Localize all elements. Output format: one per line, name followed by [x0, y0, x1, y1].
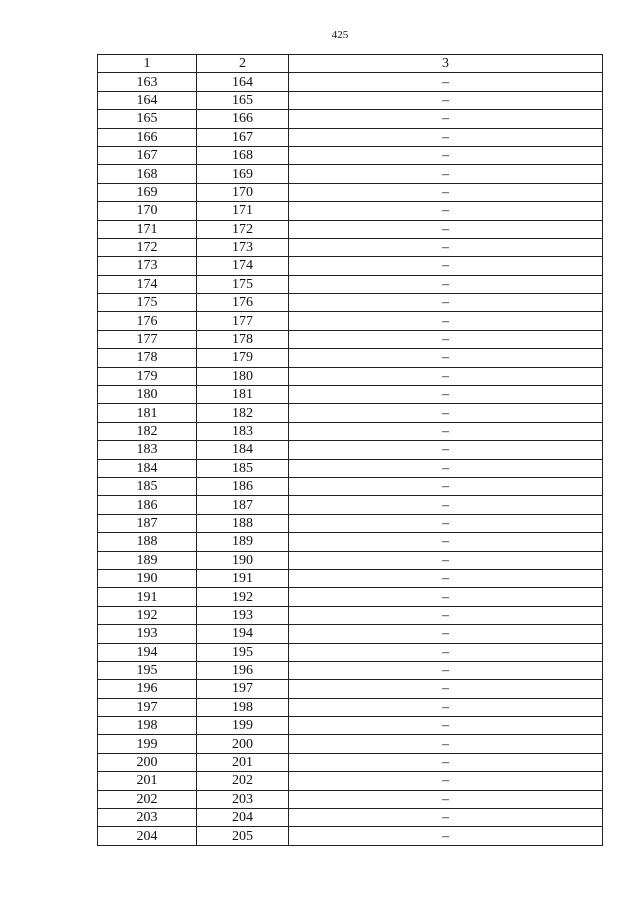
table-row: [98, 330, 603, 348]
table-cell-col-1: 174: [98, 275, 197, 293]
table-cell-col-2: 167: [197, 128, 289, 146]
table-cell-col-3: –: [289, 386, 603, 404]
table-cell-col-2: 189: [197, 533, 289, 551]
column-header-3: 3: [289, 55, 603, 73]
table-row: [98, 349, 603, 367]
table-cell-col-1: 190: [98, 569, 197, 587]
table-cell-col-2: 187: [197, 496, 289, 514]
table-cell-col-2: 171: [197, 202, 289, 220]
table-cell-col-1: 204: [98, 827, 197, 845]
table-row: [98, 238, 603, 256]
table-cell-col-2: 204: [197, 809, 289, 827]
table-cell-col-3: –: [289, 183, 603, 201]
table-row: [98, 220, 603, 238]
table-row: [98, 680, 603, 698]
table-cell-col-2: 192: [197, 588, 289, 606]
table-cell-col-1: 186: [98, 496, 197, 514]
table-cell-col-1: 163: [98, 73, 197, 91]
table-cell-col-1: 175: [98, 294, 197, 312]
table-row: [98, 533, 603, 551]
table-cell-col-1: 194: [98, 643, 197, 661]
table-cell-col-3: –: [289, 625, 603, 643]
table-cell-col-2: 185: [197, 459, 289, 477]
table-cell-col-2: 193: [197, 606, 289, 624]
table-row: [98, 698, 603, 716]
table-cell-col-2: 181: [197, 386, 289, 404]
table-row: [98, 827, 603, 845]
table-cell-col-3: –: [289, 717, 603, 735]
table-cell-col-2: 176: [197, 294, 289, 312]
column-header-2: 2: [197, 55, 289, 73]
table-cell-col-3: –: [289, 330, 603, 348]
table-cell-col-1: 179: [98, 367, 197, 385]
table-cell-col-1: 171: [98, 220, 197, 238]
table-row: [98, 459, 603, 477]
table-row: [98, 73, 603, 91]
table-cell-col-2: 188: [197, 514, 289, 532]
table-cell-col-1: 173: [98, 257, 197, 275]
table-cell-col-2: 170: [197, 183, 289, 201]
table-cell-col-1: 169: [98, 183, 197, 201]
table-cell-col-3: –: [289, 165, 603, 183]
table-row: [98, 588, 603, 606]
table-row: [98, 514, 603, 532]
table-cell-col-2: 201: [197, 753, 289, 771]
table-row: [98, 569, 603, 587]
table-cell-col-3: –: [289, 202, 603, 220]
table-cell-col-2: 200: [197, 735, 289, 753]
table-row: [98, 717, 603, 735]
table-cell-col-3: –: [289, 551, 603, 569]
table-cell-col-3: –: [289, 514, 603, 532]
table-cell-col-3: –: [289, 73, 603, 91]
table-cell-col-3: –: [289, 294, 603, 312]
table-row: [98, 735, 603, 753]
table-cell-col-1: 170: [98, 202, 197, 220]
table-row: [98, 809, 603, 827]
table-cell-col-2: 184: [197, 441, 289, 459]
table-row: [98, 386, 603, 404]
table-cell-col-3: –: [289, 220, 603, 238]
table-cell-col-3: –: [289, 459, 603, 477]
table-cell-col-2: 202: [197, 772, 289, 790]
column-header-1: 1: [98, 55, 197, 73]
table-cell-col-2: 197: [197, 680, 289, 698]
table-cell-col-1: 200: [98, 753, 197, 771]
table-row: [98, 477, 603, 495]
table-cell-col-1: 176: [98, 312, 197, 330]
table-cell-col-2: 166: [197, 110, 289, 128]
table-cell-col-2: 183: [197, 422, 289, 440]
table-cell-col-3: –: [289, 367, 603, 385]
table-cell-col-3: –: [289, 275, 603, 293]
table-cell-col-2: 205: [197, 827, 289, 845]
table-row: [98, 110, 603, 128]
table-cell-col-2: 173: [197, 238, 289, 256]
table-cell-col-1: 191: [98, 588, 197, 606]
page-number: 425: [331, 29, 349, 41]
table-cell-col-2: 174: [197, 257, 289, 275]
table-cell-col-3: –: [289, 441, 603, 459]
table-cell-col-1: 196: [98, 680, 197, 698]
table-cell-col-3: –: [289, 257, 603, 275]
table-cell-col-1: 184: [98, 459, 197, 477]
table-cell-col-1: 178: [98, 349, 197, 367]
table-row: [98, 294, 603, 312]
table-row: [98, 422, 603, 440]
table-cell-col-2: 195: [197, 643, 289, 661]
table-cell-col-2: 180: [197, 367, 289, 385]
table-cell-col-2: 177: [197, 312, 289, 330]
table-cell-col-1: 201: [98, 772, 197, 790]
table-cell-col-3: –: [289, 680, 603, 698]
table-header-row: [98, 55, 603, 73]
table-body: [98, 73, 603, 845]
table-cell-col-3: –: [289, 827, 603, 845]
table-row: [98, 257, 603, 275]
table-cell-col-3: –: [289, 533, 603, 551]
table-cell-col-2: 198: [197, 698, 289, 716]
table-cell-col-3: –: [289, 772, 603, 790]
table-cell-col-2: 165: [197, 91, 289, 109]
table-cell-col-1: 168: [98, 165, 197, 183]
table-row: [98, 404, 603, 422]
table-cell-col-3: –: [289, 735, 603, 753]
table-cell-col-2: 172: [197, 220, 289, 238]
table-cell-col-1: 193: [98, 625, 197, 643]
table-row: [98, 312, 603, 330]
table-cell-col-3: –: [289, 569, 603, 587]
table-cell-col-3: –: [289, 790, 603, 808]
table-cell-col-3: –: [289, 404, 603, 422]
table-cell-col-1: 188: [98, 533, 197, 551]
table-cell-col-1: 197: [98, 698, 197, 716]
table-cell-col-2: 179: [197, 349, 289, 367]
table-row: [98, 367, 603, 385]
table-cell-col-2: 164: [197, 73, 289, 91]
table-row: [98, 91, 603, 109]
table-cell-col-3: –: [289, 809, 603, 827]
table-cell-col-1: 182: [98, 422, 197, 440]
table-row: [98, 275, 603, 293]
table-row: [98, 643, 603, 661]
table-cell-col-3: –: [289, 698, 603, 716]
table-cell-col-3: –: [289, 422, 603, 440]
table-cell-col-3: –: [289, 312, 603, 330]
table-row: [98, 661, 603, 679]
table-cell-col-1: 189: [98, 551, 197, 569]
table-row: [98, 165, 603, 183]
table-row: [98, 772, 603, 790]
table-cell-col-3: –: [289, 588, 603, 606]
table-cell-col-3: –: [289, 110, 603, 128]
table-row: [98, 146, 603, 164]
table-cell-col-1: 164: [98, 91, 197, 109]
table-cell-col-2: 175: [197, 275, 289, 293]
table-row: [98, 128, 603, 146]
table-cell-col-2: 169: [197, 165, 289, 183]
table-cell-col-1: 198: [98, 717, 197, 735]
table-cell-col-2: 199: [197, 717, 289, 735]
table-cell-col-3: –: [289, 643, 603, 661]
table-cell-col-2: 178: [197, 330, 289, 348]
table-cell-col-2: 203: [197, 790, 289, 808]
table-cell-col-1: 187: [98, 514, 197, 532]
table-cell-col-1: 185: [98, 477, 197, 495]
table-cell-col-3: –: [289, 146, 603, 164]
table-cell-col-2: 191: [197, 569, 289, 587]
table-row: [98, 551, 603, 569]
table-cell-col-2: 168: [197, 146, 289, 164]
table-cell-col-2: 186: [197, 477, 289, 495]
table-cell-col-2: 194: [197, 625, 289, 643]
table-cell-col-3: –: [289, 128, 603, 146]
table-cell-col-1: 199: [98, 735, 197, 753]
table-row: [98, 790, 603, 808]
table-cell-col-1: 166: [98, 128, 197, 146]
table-cell-col-1: 203: [98, 809, 197, 827]
table-cell-col-1: 177: [98, 330, 197, 348]
table-cell-col-3: –: [289, 661, 603, 679]
table-cell-col-1: 167: [98, 146, 197, 164]
table-cell-col-2: 182: [197, 404, 289, 422]
table-cell-col-3: –: [289, 477, 603, 495]
table-cell-col-2: 190: [197, 551, 289, 569]
data-table-container: [97, 54, 603, 846]
table-cell-col-1: 172: [98, 238, 197, 256]
table-cell-col-3: –: [289, 496, 603, 514]
table-cell-col-3: –: [289, 606, 603, 624]
table-cell-col-1: 202: [98, 790, 197, 808]
table-cell-col-1: 180: [98, 386, 197, 404]
table-cell-col-3: –: [289, 238, 603, 256]
table-cell-col-1: 165: [98, 110, 197, 128]
table-row: [98, 606, 603, 624]
table-cell-col-3: –: [289, 91, 603, 109]
table-cell-col-1: 195: [98, 661, 197, 679]
table-row: [98, 183, 603, 201]
data-table: [97, 54, 603, 846]
table-row: [98, 753, 603, 771]
table-row: [98, 441, 603, 459]
table-cell-col-1: 181: [98, 404, 197, 422]
table-cell-col-1: 183: [98, 441, 197, 459]
table-row: [98, 496, 603, 514]
table-row: [98, 202, 603, 220]
table-cell-col-3: –: [289, 753, 603, 771]
table-cell-col-2: 196: [197, 661, 289, 679]
table-cell-col-3: –: [289, 349, 603, 367]
table-row: [98, 625, 603, 643]
table-cell-col-1: 192: [98, 606, 197, 624]
